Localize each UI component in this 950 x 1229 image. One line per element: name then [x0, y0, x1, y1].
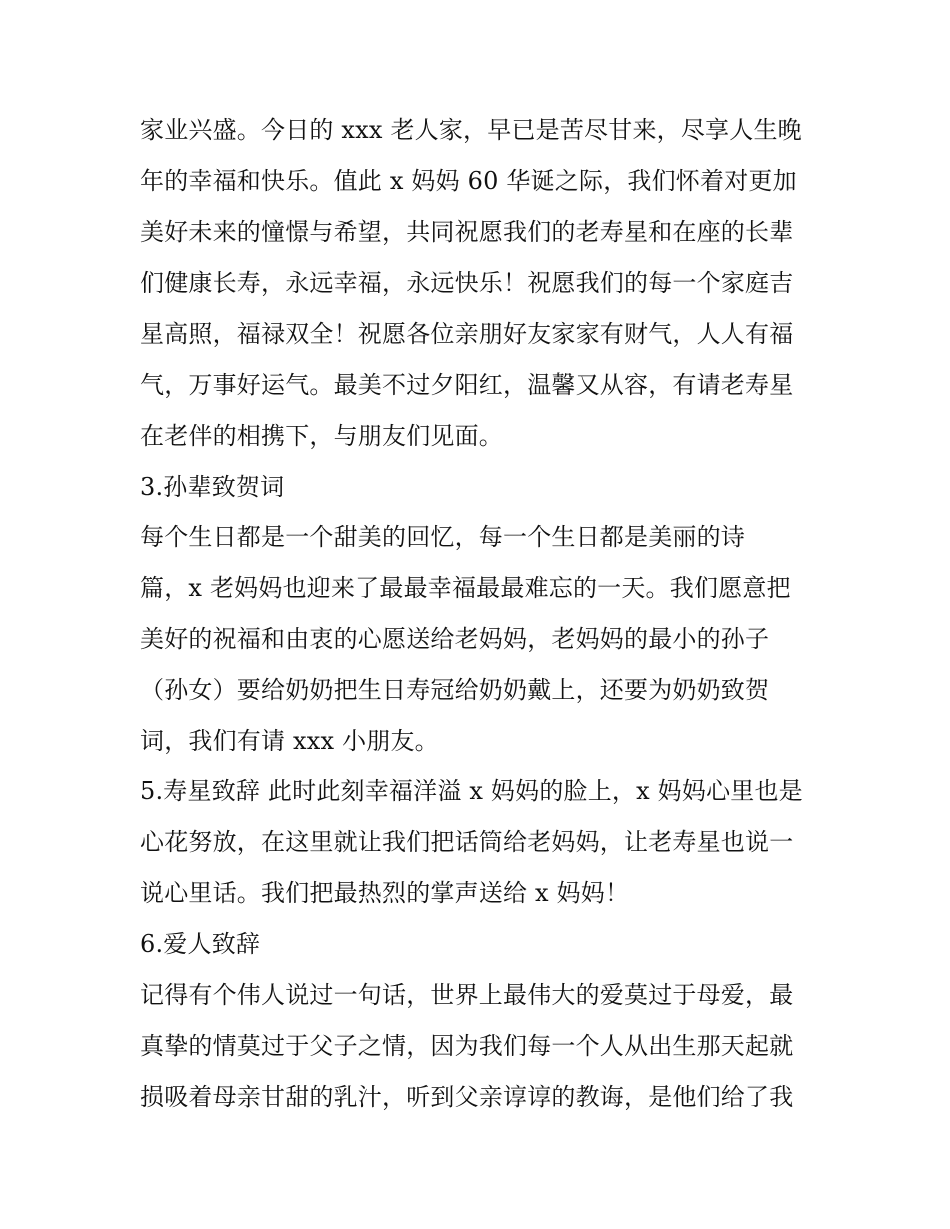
section-heading: 3.孙辈致贺词 — [140, 473, 285, 501]
section-heading: 5.寿星致辞 此时此刻幸福洋溢 x 妈妈的脸上，x 妈妈心里也是 — [140, 777, 803, 805]
paragraph-line: 气，万事好运气。最美不过夕阳红，温馨又从容，有请老寿星 — [140, 371, 794, 399]
paragraph-line: 记得有个伟人说过一句话，世界上最伟大的爱莫过于母爱，最 — [140, 981, 794, 1009]
paragraph-line: 每个生日都是一个甜美的回忆，每一个生日都是美丽的诗 — [140, 523, 745, 551]
paragraph-line: 真挚的情莫过于父子之情，因为我们每一个人从出生那天起就 — [140, 1032, 794, 1060]
paragraph-line: 词，我们有请 xxx 小朋友。 — [140, 727, 439, 755]
paragraph-line: 年的幸福和快乐。值此 x 妈妈 60 华诞之际，我们怀着对更加 — [140, 167, 797, 195]
paragraph-line: 美好未来的憧憬与希望，共同祝愿我们的老寿星和在座的长辈 — [140, 218, 794, 246]
paragraph-line: （孙女）要给奶奶把生日寿冠给奶奶戴上，还要为奶奶致贺 — [140, 676, 770, 704]
paragraph-line: 们健康长寿，永远幸福，永远快乐！祝愿我们的每一个家庭吉 — [140, 269, 794, 297]
paragraph-line: 在老伴的相携下，与朋友们见面。 — [140, 422, 503, 450]
paragraph-line: 心花努放，在这里就让我们把话筒给老妈妈，让老寿星也说一 — [140, 828, 794, 856]
section-heading: 6.爱人致辞 — [140, 930, 261, 958]
paragraph-line: 篇，x 老妈妈也迎来了最最幸福最最难忘的一天。我们愿意把 — [140, 574, 791, 602]
paragraph-line: 损吸着母亲甘甜的乳汁，听到父亲谆谆的教诲，是他们给了我 — [140, 1083, 794, 1111]
paragraph-line: 说心里话。我们把最热烈的掌声送给 x 妈妈！ — [140, 879, 630, 907]
paragraph-line: 美好的祝福和由衷的心愿送给老妈妈，老妈妈的最小的孙子 — [140, 625, 770, 653]
paragraph-line: 家业兴盛。今日的 xxx 老人家，早已是苦尽甘来，尽享人生晚 — [140, 116, 802, 144]
paragraph-line: 星高照，福禄双全！祝愿各位亲朋好友家家有财气，人人有福 — [140, 320, 794, 348]
